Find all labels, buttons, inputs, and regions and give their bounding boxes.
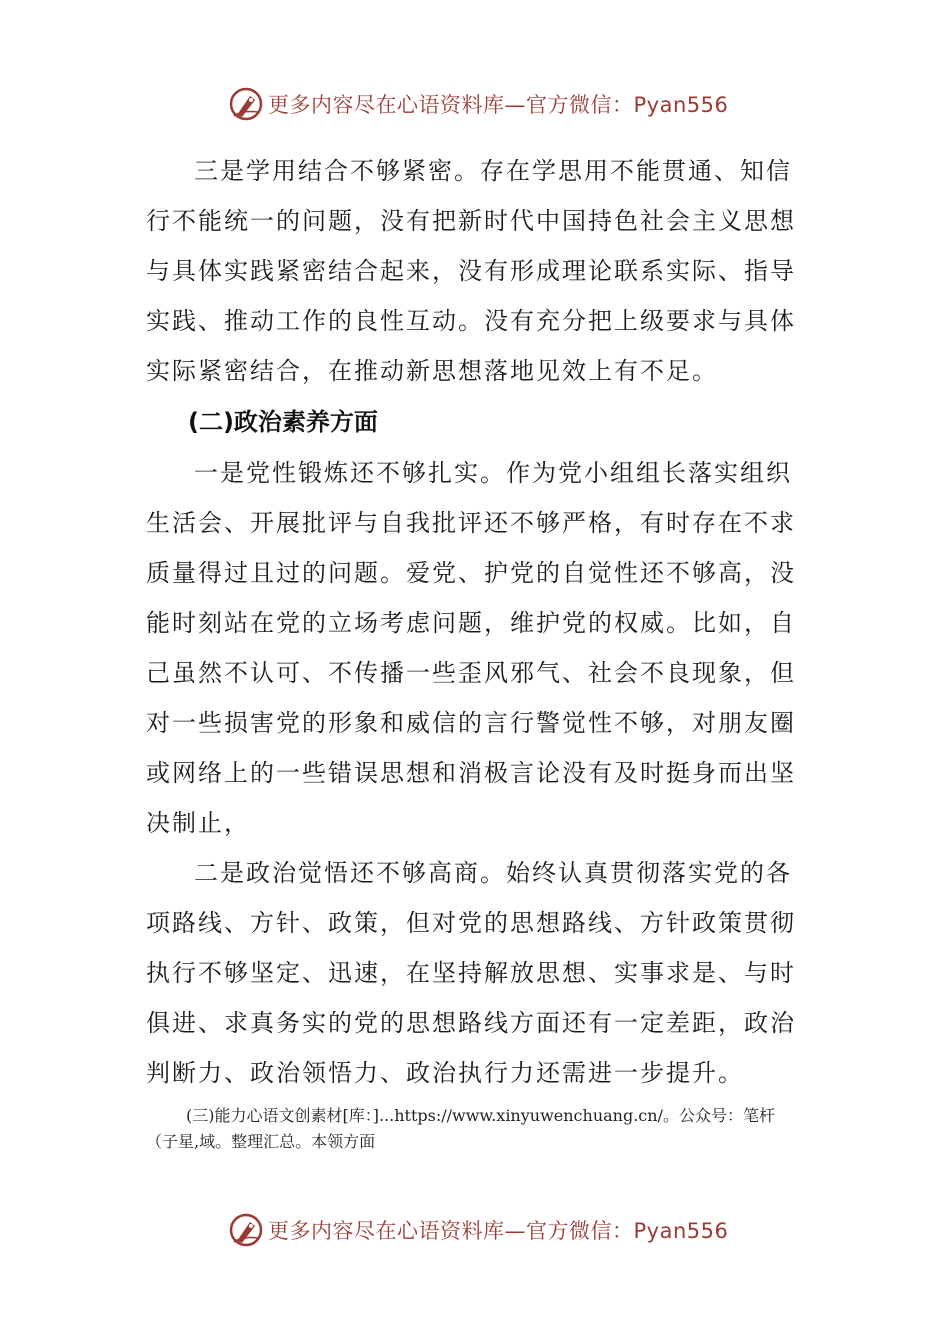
document-body (146, 146, 806, 1098)
banner-text: 更多内容尽在心语资料库—官方微信：Pyan556 (268, 93, 729, 117)
footer-banner (228, 1210, 728, 1250)
paragraph: 二是政治觉悟还不够高商。始终认真贯彻落实党的各项路线、方针、政策，但对党的思想路线、方针政策贯彻执行不够坚定、迅速，在坚持解放思想、实事求是、与时俱进、求真务实的党的思想路线方面还有一定差距，政治判断力、政治领悟力、政治执行力还需进一步提升。 (146, 859, 796, 1087)
paragraph: 三是学用结合不够紧密。存在学思用不能贯通、知信行不能统一的问题，没有把新时代中国持色社会主义思想与具体实践紧密结合起来，没有形成理论联系实际、指导实践、推动工作的良性互动。没有充分把上级要求与具体实际紧密结合，在推动新思想落地见效上有不足。 (146, 157, 796, 385)
paragraph: 一是党性锻炼还不够扎实。作为党小组组长落实组织生活会、开展批评与自我批评还不够严格，有时存在不求质量得过且过的问题。爱党、护党的自觉性还不够高，没能时刻站在党的立场考虑问题，维护党的权威。比如，自己虽然不认可、不传播一些歪风邪气、社会不良现象，但对一些损害党的形象和威信的言行警觉性不够，对朋友圈或网络上的一些错误思想和消极言论没有及时挺身而出坚决制止， (146, 459, 796, 837)
pen-nib-icon (228, 1212, 264, 1248)
pen-nib-icon (228, 86, 264, 122)
section-heading: (二)政治素养方面 (188, 408, 378, 436)
header-banner (228, 84, 728, 124)
source-note: (三)能力心语文创素材[库：]...https://www.xinyuwenchuang.cn/。公众号：笔杆（子星,域。整理汇总。本领方面 (146, 1106, 775, 1151)
banner-text: 更多内容尽在心语资料库—官方微信：Pyan556 (268, 1219, 729, 1243)
